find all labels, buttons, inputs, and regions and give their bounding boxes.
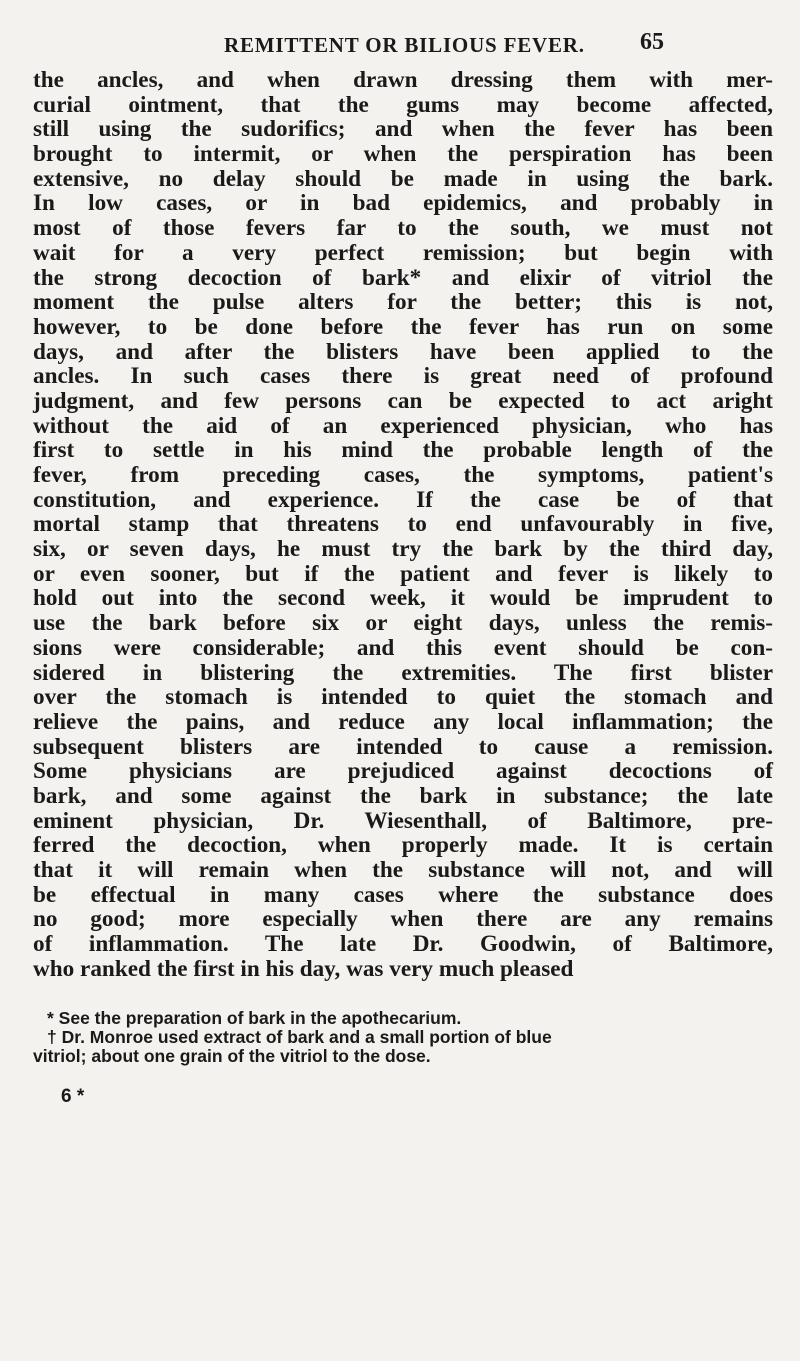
text-line: ancles. In such cases there is great need of profound: [33, 363, 773, 390]
text-line: constitution, and experience. If the case be of that: [33, 486, 773, 513]
text-line: or even sooner, but if the patient and fever is likely to: [33, 560, 773, 587]
text-line: extensive, no delay should be made in using the bark.: [33, 165, 773, 192]
text-line: subsequent blisters are intended to cause a remission.: [33, 733, 773, 760]
text-line: without the aid of an experienced physician, who has: [33, 412, 773, 439]
text-line: In low cases, or in bad epidemics, and probably in: [33, 190, 773, 217]
text-line: days, and after the blisters have been applied to the: [33, 338, 773, 365]
text-line: curial ointment, that the gums may become affected,: [33, 91, 773, 118]
footnotes: [33, 1009, 773, 1066]
text-line: most of those fevers far to the south, we must not: [33, 215, 773, 242]
text-line: still using the sudorifics; and when the fever has been: [33, 116, 773, 143]
footnote-monroe-cont: vitriol; about one grain of the vitriol to the dose.: [33, 1046, 431, 1066]
text-line: however, to be done before the fever has run on some: [33, 313, 773, 340]
text-line: bark, and some against the bark in substance; the late: [33, 782, 773, 809]
text-line: use the bark before six or eight days, unless the remis-: [33, 610, 773, 637]
text-line: fever, from preceding cases, the symptoms, patient's: [33, 462, 773, 488]
text-line: eminent physician, Dr. Wiesenthall, of Baltimore, pre-: [33, 807, 773, 834]
text-line: ferred the decoction, when properly made. It is certain: [33, 832, 773, 859]
printer-signature-mark: 6 *: [61, 1086, 85, 1107]
text-line: hold out into the second week, it would be imprudent to: [33, 585, 773, 612]
text-line: Some physicians are prejudiced against decoctions of: [33, 758, 773, 785]
text-line: moment the pulse alters for the better; this is not,: [33, 289, 773, 316]
text-line: relieve the pains, and reduce any local inflammation; the: [33, 708, 773, 735]
footnote-monroe: † Dr. Monroe used extract of bark and a small portion of blue: [47, 1027, 552, 1047]
text-line: no good; more especially when there are any remains: [33, 906, 773, 933]
running-head: REMITTENT OR BILIOUS FEVER.: [224, 33, 585, 57]
text-line: that it will remain when the substance will not, and will: [33, 857, 773, 883]
body-text: [33, 68, 773, 981]
text-line: wait for a very perfect remission; but begin with: [33, 239, 773, 266]
text-line: of inflammation. The late Dr. Goodwin, of Baltimore,: [33, 931, 773, 958]
text-line: first to settle in his mind the probable length of the: [33, 437, 773, 464]
text-line: who ranked the first in his day, was very much pleased: [33, 955, 574, 982]
text-line: the strong decoction of bark* and elixir of vitriol the: [33, 264, 773, 291]
text-line: sidered in blistering the extremities. The first blister: [33, 659, 773, 686]
text-line: sions were considerable; and this event should be con-: [33, 634, 773, 661]
text-line: judgment, and few persons can be expected to act aright: [33, 387, 773, 414]
text-line: brought to intermit, or when the perspiration has been: [33, 141, 773, 168]
text-line: six, or seven days, he must try the bark by the third day,: [33, 536, 773, 563]
text-line: mortal stamp that threatens to end unfavourably in five,: [33, 511, 773, 538]
page-header: [0, 29, 800, 63]
text-line: over the stomach is intended to quiet the stomach and: [33, 684, 773, 711]
page-number: 65: [640, 29, 664, 55]
text-line: be effectual in many cases where the substance does: [33, 881, 773, 908]
footnote-bark: * See the preparation of bark in the apothecarium.: [47, 1008, 462, 1028]
text-line: the ancles, and when drawn dressing them with mer-: [33, 67, 773, 93]
